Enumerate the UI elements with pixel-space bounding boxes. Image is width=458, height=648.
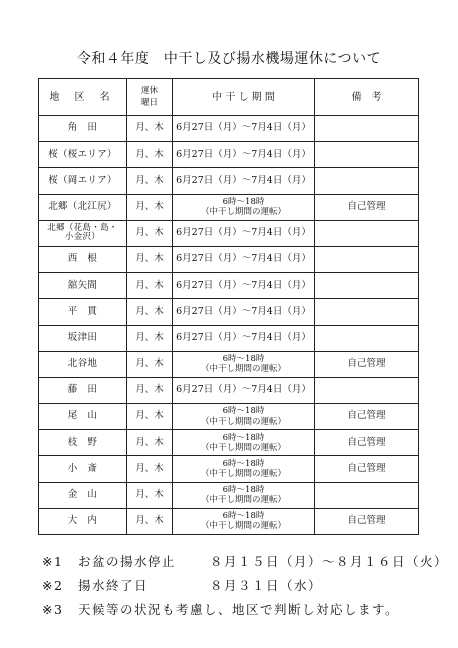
cell-district: 藤 田 (39, 377, 127, 403)
table-row (39, 430, 419, 456)
table-row (39, 508, 419, 534)
cell-remarks (315, 299, 419, 325)
cell-period: 6月27日（月）〜7月4日（月） (173, 116, 315, 142)
table-row (39, 168, 419, 194)
cell-period: 6月27日（月）〜7月4日（月） (173, 220, 315, 246)
cell-period: 6月27日（月）〜7月4日（月） (173, 142, 315, 168)
cell-district: 平 貫 (39, 299, 127, 325)
cell-remarks (315, 246, 419, 272)
cell-remarks (315, 325, 419, 351)
cell-period: 6月27日（月）〜7月4日（月） (173, 325, 315, 351)
table-row (39, 377, 419, 403)
cell-remarks: 自己管理 (315, 404, 419, 430)
cell-remarks (315, 482, 419, 508)
table-body (39, 116, 419, 535)
cell-district: 枝 野 (39, 430, 127, 456)
cell-district: 北郷（花島・島・ 小金沢） (39, 220, 127, 246)
cell-period: 6月27日（月）〜7月4日（月） (173, 377, 315, 403)
cell-remarks: 自己管理 (315, 430, 419, 456)
cell-period: 6時〜18時 （中干し期間の運転） (173, 456, 315, 482)
table-row (39, 246, 419, 272)
cell-off-days: 月、木 (127, 299, 173, 325)
cell-remarks: 自己管理 (315, 508, 419, 534)
cell-off-days: 月、木 (127, 482, 173, 508)
cell-period: 6月27日（月）〜7月4日（月） (173, 273, 315, 299)
table-row (39, 220, 419, 246)
cell-district: 桜（桜エリア） (39, 142, 127, 168)
header-period: 中 干 し 期 間 (173, 79, 315, 116)
cell-district: 小 斎 (39, 456, 127, 482)
table-row (39, 273, 419, 299)
cell-period: 6時〜18時 （中干し期間の運転） (173, 351, 315, 377)
header-off-days (127, 79, 173, 116)
note-mark: ※3 (42, 602, 64, 617)
cell-off-days: 月、木 (127, 377, 173, 403)
cell-remarks: 自己管理 (315, 456, 419, 482)
cell-off-days: 月、木 (127, 508, 173, 534)
cell-remarks (315, 377, 419, 403)
cell-remarks (315, 116, 419, 142)
cell-period: 6月27日（月）〜7月4日（月） (173, 168, 315, 194)
cell-off-days: 月、木 (127, 325, 173, 351)
table-row (39, 194, 419, 220)
cell-remarks (315, 168, 419, 194)
note-label: 揚水終了日 (78, 578, 149, 593)
cell-remarks (315, 273, 419, 299)
cell-off-days: 月、木 (127, 246, 173, 272)
cell-period: 6時〜18時 （中干し期間の運転） (173, 404, 315, 430)
cell-period: 6月27日（月）〜7月4日（月） (173, 246, 315, 272)
note-text: ８月１５日（月）〜８月１６日（火） (210, 554, 449, 569)
cell-off-days: 月、木 (127, 142, 173, 168)
cell-period: 6時〜18時 （中干し期間の運転） (173, 430, 315, 456)
cell-district: 北谷地 (39, 351, 127, 377)
notes-section (42, 552, 452, 624)
cell-off-days: 月、木 (127, 220, 173, 246)
cell-remarks (315, 220, 419, 246)
cell-off-days: 月、木 (127, 404, 173, 430)
header-off-days-text: 運休 曜日 (140, 86, 158, 108)
cell-remarks (315, 142, 419, 168)
note-text: ８月３１日（水） (210, 578, 323, 593)
cell-district: 北郷（北江尻） (39, 194, 127, 220)
cell-district: 坂津田 (39, 325, 127, 351)
header-remarks: 備 考 (315, 79, 419, 116)
cell-period: 6時〜18時 （中干し期間の運転） (173, 482, 315, 508)
cell-district: 西 根 (39, 246, 127, 272)
cell-district: 大 内 (39, 508, 127, 534)
cell-period: 6月27日（月）〜7月4日（月） (173, 299, 315, 325)
table-row (39, 482, 419, 508)
cell-off-days: 月、木 (127, 430, 173, 456)
note-item (42, 552, 452, 576)
cell-off-days: 月、木 (127, 456, 173, 482)
header-district: 地 区 名 (39, 79, 127, 116)
cell-off-days: 月、木 (127, 168, 173, 194)
cell-district: 角 田 (39, 116, 127, 142)
cell-district: 舘矢間 (39, 273, 127, 299)
note-mark: ※1 (42, 554, 64, 569)
cell-district: 金 山 (39, 482, 127, 508)
note-item (42, 600, 452, 624)
note-label: お盆の揚水停止 (78, 554, 177, 569)
cell-off-days: 月、木 (127, 273, 173, 299)
table-row (39, 456, 419, 482)
schedule-table (38, 78, 419, 535)
table-header-row (39, 79, 419, 116)
table-row (39, 404, 419, 430)
cell-district: 尾 山 (39, 404, 127, 430)
cell-off-days: 月、木 (127, 194, 173, 220)
table-row (39, 299, 419, 325)
page-title: 令和４年度 中干し及び揚水機場運休について (76, 51, 382, 67)
table-row (39, 142, 419, 168)
note-mark: ※2 (42, 578, 64, 593)
cell-district: 桜（岡エリア） (39, 168, 127, 194)
note-item (42, 576, 452, 600)
cell-off-days: 月、木 (127, 351, 173, 377)
cell-remarks: 自己管理 (315, 351, 419, 377)
cell-period: 6時〜18時 （中干し期間の運転） (173, 508, 315, 534)
table-row (39, 116, 419, 142)
cell-remarks: 自己管理 (315, 194, 419, 220)
cell-off-days: 月、木 (127, 116, 173, 142)
cell-period: 6時〜18時 （中干し期間の運転） (173, 194, 315, 220)
table-row (39, 325, 419, 351)
note-text: 天候等の状況も考慮し、地区で判断し対応します。 (78, 602, 400, 617)
table-row (39, 351, 419, 377)
